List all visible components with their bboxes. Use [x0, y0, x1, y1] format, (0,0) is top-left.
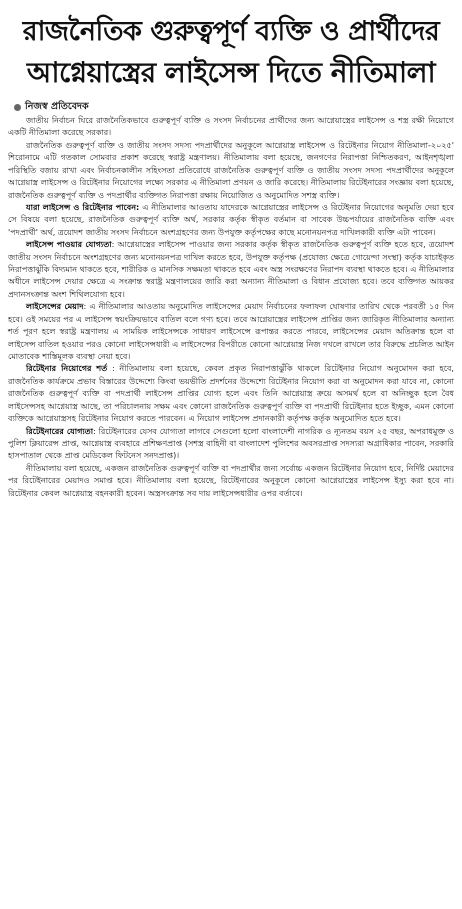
subheading-retainer-qualification: রিটেইনারের যোগ্যতা — [26, 426, 94, 436]
subheading-eligibility: লাইসেন্স পাওয়ার যোগ্যতা — [26, 240, 112, 250]
subheading-validity: লাইসেন্সের মেয়াদ — [26, 302, 84, 312]
paragraph-6: রিটেইনার নিয়োগের শর্ত : নীতিমালায় বলা হয়েছে, কেবল প্রকৃত নিরাপত্তাঝুঁকি থাকলে রিটেইনার নিয়োগ অনুমোদন করা হবে, রাজনৈতিক কার্যক্রমে প্রভাব বিস্তারের উদ্দেশ্যে কিংবা ভয়ভীতি প্রদর্শনের উদ্দেশ্যে রিটেইনার নিয়োগ করা বা অনুমোদন করা যাবে না, কোনো রাজনৈতিক গুরুত্বপূর্ণ ব্যক্তি বা পদপ্রার্থী লাইসেন্স প্রাপ্তির যোগ্য হলে এবং তিনি আগ্নেয়াস্ত্র ক্রয়ে অসমর্থ হলে বা অনিচ্ছুক হলে বৈধ লাইসেন্সসহ আগ্নেয়াস্ত্র আছে, তা পরিচালনায় সক্ষম এবং কোনো রাজনৈতিক গুরুত্বপূর্ণ ব্যক্তি বা পদপ্রার্থী রিটেইনার হতে ইচ্ছুক, এমন কোনো ব্যক্তিকে আগ্নেয়াস্ত্রসহ রিটেইনার নিয়োগ করতে পারবেন। এ নিয়োগ লাইসেন্স প্রদানকারী কর্তৃপক্ষ কর্তৃক অনুমোদিত হতে হবে। — [8, 364, 454, 424]
paragraph-7: রিটেইনারের যোগ্যতা: রিটেইনারের যেসব যোগ্যতা লাগবে সেগুলো হলো বাংলাদেশী নাগরিক ও ন্যূনতম বয়স ২৫ বছর, অপরাধমুক্ত ও পুলিশ ক্লিয়ারেন্স প্রাপ্ত, আগ্নেয়াস্ত্র ব্যবহারে প্রশিক্ষণপ্রাপ্ত (সশস্ত্র বাহিনী বা বাংলাদেশ পুলিশের অবসরপ্রাপ্ত সদস্যরা অগ্রাধিকার পাবেন, সরকারি হাসপাতাল থেকে প্রাপ্ত মেডিকেল ফিটনেস সনদপ্রাপ্ত)। — [8, 426, 454, 461]
byline — [8, 100, 454, 115]
paragraph-3: যারা লাইসেন্স ও রিটেইনার পাবেন: এ নীতিমালার আওতায় যাদেরকে আগ্নেয়াস্ত্রের লাইসেন্স ও রিটেইনার নিয়োগের অনুমতি দেয়া হবে সে বিষয়ে বলা হয়েছে, রাজনৈতিক গুরুত্বপূর্ণ ব্যক্তি অর্থ, সরকার কর্তৃক স্বীকৃত বর্তমান বা সাবেক উচ্চপর্যায়ের রাজনৈতিক ব্যক্তি এবং 'পদপ্রার্থী' অর্থ, ত্রয়োদশ জাতীয় সংসদ নির্বাচনে অংশগ্রহণের জন্য উপযুক্ত কর্তৃপক্ষের কাছে মনোনয়নপত্র দাখিলকারী ব্যক্তি এটা পাবেন। — [8, 202, 454, 237]
paragraph-1: জাতীয় নির্বাচন ঘিরে রাজনৈতিকভাবে গুরুত্বপূর্ণ ব্যক্তি ও সংসদ নির্বাচনের প্রার্থীদের জন্য আগ্নেয়াস্ত্রের লাইসেন্স ও শস্ত্র রক্ষী নিয়োগে একটি নীতিমালা করেছে সরকার। — [8, 116, 454, 138]
headline — [8, 0, 454, 94]
subheading-retainer-conditions: রিটেইনার নিয়োগের শর্ত — [26, 364, 108, 374]
subheading-who-gets: যারা লাইসেন্স ও রিটেইনার পাবেন: — [26, 202, 140, 212]
paragraph-2: রাজনৈতিক গুরুত্বপূর্ণ ব্যক্তি ও জাতীয় সংসদ সদস্য পদপ্রার্থীদের অনুকূলে আগ্নেয়াস্ত্র লাইসেন্স ও রিটেইনার নিয়োগ নীতিমালা-২০২৫' শিরোনামে এটি গতকাল সোমবার প্রকাশ করেছে স্বরাষ্ট্র মন্ত্রণালয়। নীতিমালায় বলা হয়েছে, জনগণের নিরাপত্তা নিশ্চিতকরণ, আইনশৃঙ্খলা পরিস্থিতি বজায় রাখা এবং নির্বাচনকালীন সহিংসতা প্রতিরোধে রাজনৈতিক গুরুত্বপূর্ণ ব্যক্তি ও জাতীয় সংসদ সদস্য পদপ্রার্থীদের অনুকূলে আগ্নেয়াস্ত্র লাইসেন্স ও রিটেইনার নিয়োগের লক্ষ্যে সরকার এ নীতিমালা প্রণয়ন ও জারি করেছে। নীতিমালায় রিটেইনারের সংজ্ঞায় বলা হয়েছে, রাজনৈতিক গুরুত্বপূর্ণ ব্যক্তি ও পদপ্রার্থীর ব্যক্তিগত নিরাপত্তা রক্ষায় নিয়োজিত ও অনুমোদিত সশস্ত্র ব্যক্তি। — [8, 140, 454, 200]
paragraph-8: নীতিমালায় বলা হয়েছে, একজন রাজনৈতিক গুরুত্বপূর্ণ ব্যক্তি বা পদপ্রার্থীর জন্য সর্বোচ্চ একজন রিটেইনার নিয়োগ হবে, নির্দিষ্ট মেয়াদের পর রিটেইনারের মেয়াদও সমাপ্ত হবে। নীতিমালায় বলা হয়েছে, রিটেইনারের অনুকূলে কোনো আগ্নেয়াস্ত্রের লাইসেন্স ইস্যু করা হবে না। রিটেইনার কেবল আগ্নেয়াস্ত্র বহনকারী হবেন। অস্ত্রসংক্রান্ত সব দায় লাইসেন্সধারীর ওপর বর্তাবে। — [8, 463, 454, 498]
bullet-icon — [14, 104, 21, 111]
paragraph-4: লাইসেন্স পাওয়ার যোগ্যতা: আগ্নেয়াস্ত্রের লাইসেন্স পাওয়ার জন্য সরকার কর্তৃক স্বীকৃত রাজনৈতিক গুরুত্বপূর্ণ ব্যক্তি হতে হবে, ত্রয়োদশ জাতীয় সংসদ নির্বাচনে অংশগ্রহণের জন্য মনোনয়নপত্র দাখিল করতে হবে, উপযুক্ত কর্তৃপক্ষ (প্রযোজ্য ক্ষেত্রে গোয়েন্দা সংস্থা) কর্তৃক যাচাইকৃত নিরাপত্তাঝুঁকি বিদ্যমান থাকতে হবে, শারীরিক ও মানসিক সক্ষমতা থাকতে হবে এবং অস্ত্র সংরক্ষণের নিরাপদ ব্যবস্থা থাকতে হবে। এ নীতিমালার অধীনে লাইসেন্স দেয়ার ক্ষেত্রে এ সংক্রান্ত স্বরাষ্ট্র মন্ত্রণালয়ের জারি করা অন্যান্য নীতিমালা ও বিধান প্রযোজ্য হবে। তবে ব্যক্তিগত আয়কর প্রদানসংক্রান্ত অংশ শিথিলযোগ্য হবে। — [8, 240, 454, 299]
byline-text: নিজস্ব প্রতিবেদক — [25, 101, 89, 112]
headline-line-1: রাজনৈতিক গুরুত্বপূর্ণ ব্যক্তি ও প্রার্থীদের — [22, 16, 440, 47]
article-body — [8, 115, 454, 500]
paragraph-5: লাইসেন্সের মেয়াদ: এ নীতিমালার আওতায় অনুমোদিত লাইসেন্সের মেয়াদ নির্বাচনের ফলাফল ঘোষণার তারিখ থেকে পরবর্তী ১৫ দিন হবে। ওই সময়ের পর এ লাইসেন্স স্বয়ংক্রিয়ভাবে বাতিল বলে গণ্য হবে। তবে আগ্নেয়াস্ত্রের লাইসেন্স প্রাপ্তির জন্য জারিকৃত নীতিমালার অন্যান্য শর্ত পূরণ হলে স্বরাষ্ট্র মন্ত্রণালয় এ সাময়িক লাইসেন্সকে সাধারণ লাইসেন্সে রূপান্তর করতে পারবে, লাইসেন্সের মেয়াদ অতিক্রান্ত হলে বা লাইসেন্স বাতিল হওয়ার পরও কোনো লাইসেন্সধারী এ লাইসেন্সের বিপরীতে কোনো আগ্নেয়াস্ত্র নিজ দখলে রাখলে তার বিরুদ্ধে প্রচলিত আইন মোতাবেক শাস্তিমূলক ব্যবস্থা নেয়া হবে। — [8, 302, 454, 362]
headline-line-2: আগ্নেয়াস্ত্রের লাইসেন্স দিতে নীতিমালা — [26, 56, 436, 89]
